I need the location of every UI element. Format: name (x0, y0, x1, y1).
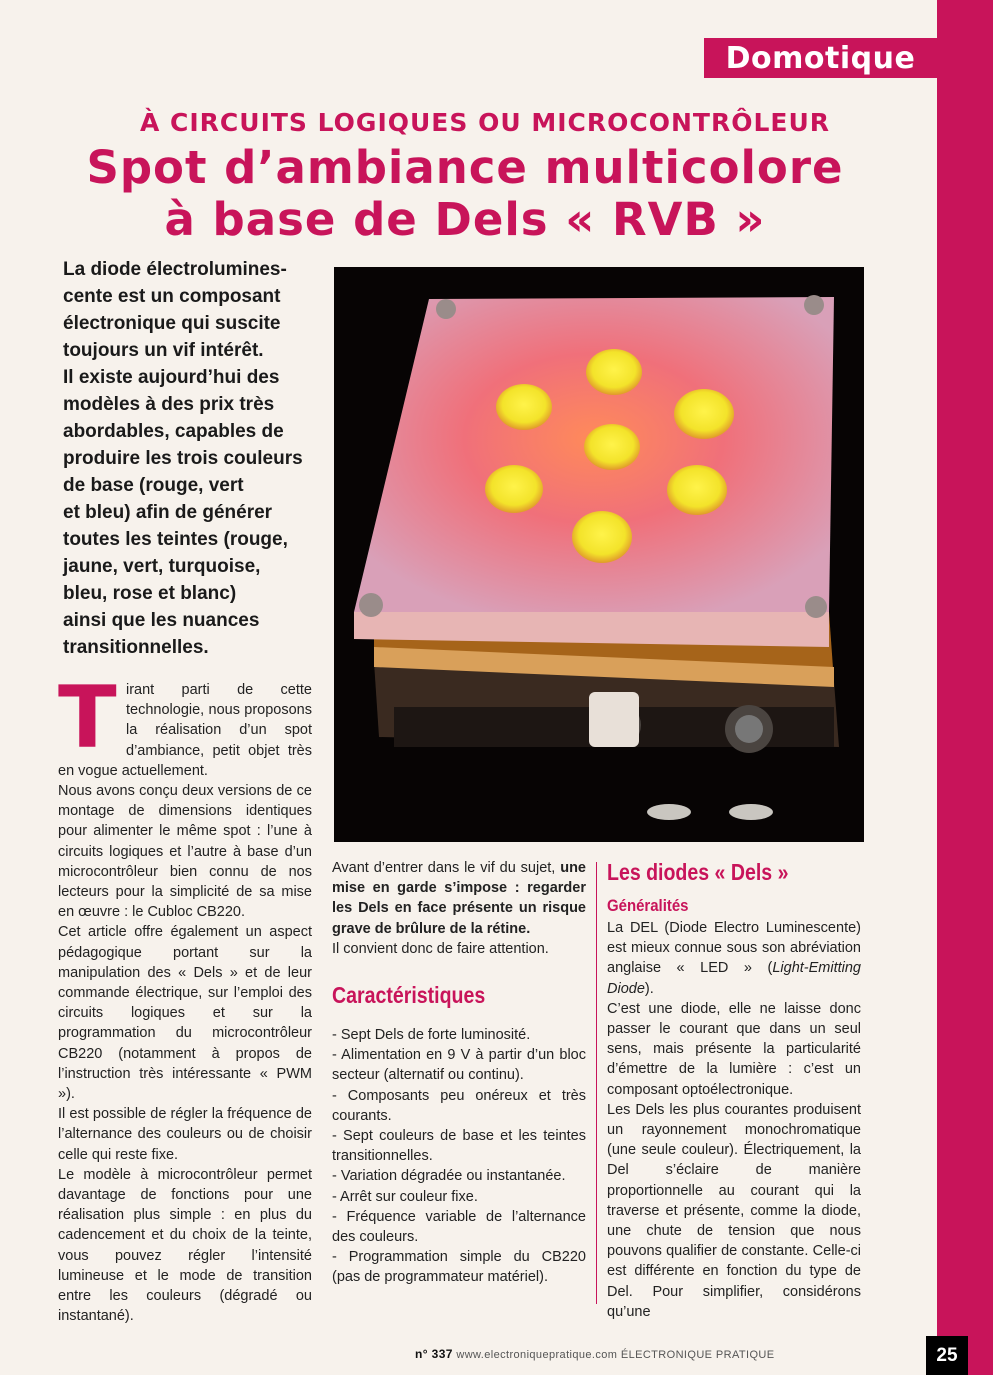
body-paragraph: Cet article offre également un aspect pédagogique portant sur la manipulation des « Dels » et de leur commande électrique, sur l’emploi des circuits logiques et sur la programmation du microcontrôleur CB220 (notamment à propos de l’instruction très intéressante « PWM »). (58, 924, 312, 1103)
column-divider (596, 862, 597, 1304)
warning-intro: Avant d’entrer dans le vif du sujet, (332, 860, 556, 876)
led-light (667, 465, 727, 515)
led-light (572, 511, 632, 563)
body-paragraph: irant parti de cette technologie, nous proposons la réalisation d’un spot d’ambiance, petit objet très en vogue actuellement. (58, 682, 312, 779)
led-light (674, 389, 734, 439)
body-paragraph: Le modèle à microcontrôleur permet davantage de fonctions pour une réalisation plus simple : en plus du cadencement et du choix de la teinte, vous pouvez régler l’intensité lumineuse et le mode de transition entre les couleurs (dégradé ou instantané). (58, 1166, 312, 1325)
feature-item: - Composants peu onéreux et très courants. (332, 1087, 586, 1124)
feature-item: - Fréquence variable de l’alternance des couleurs. (332, 1208, 586, 1246)
lead-line: et bleu) afin de générer (63, 502, 273, 523)
article-title (40, 142, 890, 246)
side-color-bar (937, 0, 993, 1375)
body-paragraph: Les Dels les plus courantes produisent un rayonnement monochromatique (une seule couleur). Électriquement, la Del s’éclaire de manière proportionnelle au courant qui la traverse et présente, comme la diode, une chute de tension que nous pouvons qualifier de constante. Celle-ci est différente en fonction du type de Del. Pour simplifier, considérons qu’une (607, 1101, 861, 1320)
website-link[interactable]: www.electroniquepratique.com (456, 1349, 618, 1361)
title-line-1: Spot d’ambiance multicolore (86, 141, 844, 194)
warning-paragraph (332, 858, 586, 939)
feature-item: - Programmation simple du CB220 (pas de programmateur matériel). (332, 1249, 586, 1286)
lead-paragraph (63, 256, 325, 661)
feature-item: - Sept couleurs de base et les teintes transitionnelles. (332, 1128, 586, 1165)
lead-line: jaune, vert, turquoise, (63, 556, 261, 577)
heading-leds: Les diodes « Dels » (607, 859, 789, 885)
lead-line: toujours un vif intérêt. (63, 340, 264, 361)
lead-line: produire les trois couleurs (63, 448, 303, 469)
lead-line: cente est un composant (63, 286, 281, 307)
led-spot-illustration (334, 267, 864, 842)
feature-item: - Sept Dels de forte luminosité. (332, 1027, 531, 1044)
magazine-name: ÉLECTRONIQUE PRATIQUE (620, 1349, 775, 1361)
section-tab: Domotique (704, 38, 937, 78)
article-kicker: À CIRCUITS LOGIQUES OU MICROCONTRÔLEUR (139, 108, 831, 137)
title-line-2: à base de Dels « RVB » (164, 193, 766, 246)
definition-english: Light-Emitting Diode (607, 960, 861, 997)
lead-line: La diode électrolumines- (63, 259, 287, 280)
led-light (586, 349, 642, 395)
definition-text: La DEL (Diode Electro Luminescente) est mieux connue sous son abréviation anglaise « LED » ( (607, 920, 861, 977)
led-light (485, 465, 543, 513)
led-light (496, 384, 552, 430)
warning-bold: une mise en garde s’impose : regarder les Dels en face présente un risque grave de brûlure de la rétine. (332, 860, 586, 937)
body-paragraph: Nous avons conçu deux versions de ce montage de dimensions identiques pour alimenter le même spot : l’une à circuits logiques et l’autre à base d’un microcontrôleur bien connu de nos lecteurs pour la simplicité de sa mise en œuvre : le Cubloc CB220. (58, 783, 312, 921)
column-1 (58, 668, 312, 1327)
body-paragraph: Il est possible de régler la fréquence de l’alternance des couleurs ou de choisir celle qui reste fixe. (58, 1106, 312, 1163)
lead-line: bleu, rose et blanc) (63, 583, 237, 604)
feature-item: - Variation dégradée ou instantanée. (332, 1168, 566, 1185)
led-light (584, 424, 640, 470)
feature-item: - Alimentation en 9 V à partir d’un bloc secteur (alternatif ou continu). (332, 1047, 586, 1084)
lead-line: ainsi que les nuances (63, 610, 260, 631)
definition-end: ). (644, 980, 654, 997)
screw (436, 299, 456, 319)
lead-line: transitionnelles. (63, 637, 209, 658)
product-photo (334, 267, 864, 842)
drop-cap: T (58, 668, 117, 768)
feature-item: - Arrêt sur couleur fixe. (332, 1188, 478, 1205)
page-number: 25 (926, 1336, 968, 1375)
issue-number: n° 337 (415, 1347, 453, 1361)
page-footer (415, 1347, 860, 1361)
body-paragraph: Il convient donc de faire attention. (332, 940, 549, 957)
screw (359, 593, 383, 617)
column-3 (607, 858, 861, 1322)
body-paragraph: C’est une diode, elle ne laisse donc passer le courant que dans un seul sens, mais présente la particularité d’émettre de la lumière : c’est un composant optoélectronique. (607, 1000, 861, 1098)
heading-features: Caractéristiques (332, 982, 486, 1009)
screw (805, 596, 827, 618)
body-paragraph (607, 918, 861, 999)
lead-line: toutes les teintes (rouge, (63, 529, 288, 550)
subheading-generalities: Généralités (607, 896, 689, 915)
column-2 (332, 858, 586, 1288)
lead-line: abordables, capables de (63, 421, 284, 442)
lead-line: Il existe aujourd’hui des (63, 367, 280, 388)
screw (804, 295, 824, 315)
lead-line: électronique qui suscite (63, 313, 281, 334)
lead-line: modèles à des prix très (63, 394, 275, 415)
lead-line: de base (rouge, vert (63, 475, 244, 496)
